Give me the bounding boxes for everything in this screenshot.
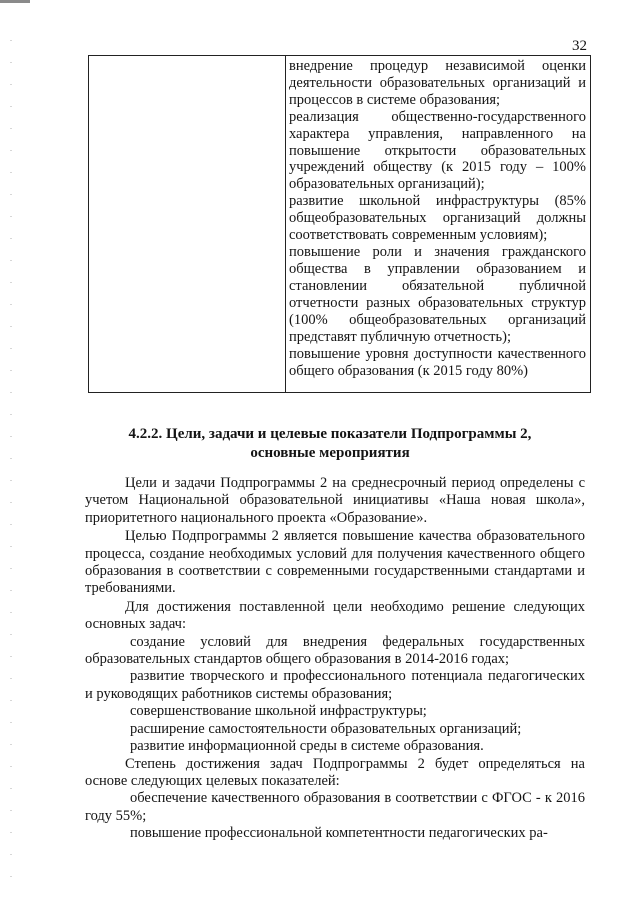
paragraph-indicators-intro: Степень достижения задач Подпрограммы 2 будет определяться на основе следующих целевых показателей: — [85, 755, 585, 789]
table-item-2: реализация общественно-государственного характера управления, направленного на повышение открытости образовательных учреждений обществу (к 2015 году – 100% образовательных организаций); — [289, 108, 586, 193]
section-body — [85, 475, 585, 843]
scan-edge-mark — [0, 0, 30, 3]
indicator-item-1: обеспечение качественного образования в соответствии с ФГОС - к 2016 году 55%; — [85, 790, 585, 824]
paragraph-goals-period: Цели и задачи Подпрограммы 2 на среднесрочный период определены с учетом Национальной образовательной инициативы «Наша новая школа», приоритетного национального проекта «Образование». — [85, 475, 585, 526]
task-item-4: расширение самостоятельности образовательных организаций; — [130, 720, 522, 737]
task-item-5: развитие информационной среды в системе образования. — [130, 738, 484, 755]
task-item-1: создание условий для внедрения федеральных государственных образовательных стандартов общего образования в 2014-2016 годах; — [85, 633, 585, 668]
section-heading-line1: 4.2.2. Цели, задачи и целевые показатели Подпрограммы 2, — [128, 426, 532, 442]
task-item-3: совершенствование школьной инфраструктуры; — [130, 703, 427, 720]
paragraph-tasks-intro: Для достижения поставленной цели необходимо решение следующих основных задач: — [85, 598, 585, 633]
table-item-4: повышение роли и значения гражданского общества в управлении образованием и становлении обязательной публичной отчетности разных образовательных структур (100% общеобразовательных организаций представят публичную отчетность); — [289, 243, 586, 345]
table-column-divider — [285, 56, 286, 392]
table-item-5: повышение уровня доступности качественного общего образования (к 2015 году 80%) — [289, 346, 586, 380]
continued-table — [88, 55, 591, 393]
task-item-2: развитие творческого и профессионального потенциала педагогических и руководящих работников системы образования; — [85, 668, 585, 702]
section-heading-line2: основные мероприятия — [250, 445, 410, 461]
paragraph-main-goal: Целью Подпрограммы 2 является повышение качества образовательного процесса, создание необходимых условий для получения качественного общего образования в соответствии с современными государственными стандартами и требованиями. — [85, 528, 585, 597]
table-right-cell — [289, 58, 586, 380]
section-heading — [80, 425, 580, 463]
table-item-1: внедрение процедур независимой оценки деятельности образовательных организаций и процессов в системе образования; — [289, 58, 586, 108]
page-number: 32 — [572, 38, 587, 54]
indicator-item-2: повышение профессиональной компетентности педагогических ра- — [130, 825, 548, 842]
table-item-3: развитие школьной инфраструктуры (85% общеобразовательных организаций должны соответствовать современным условиям); — [289, 193, 586, 244]
scan-dotted-margin — [10, 40, 12, 880]
